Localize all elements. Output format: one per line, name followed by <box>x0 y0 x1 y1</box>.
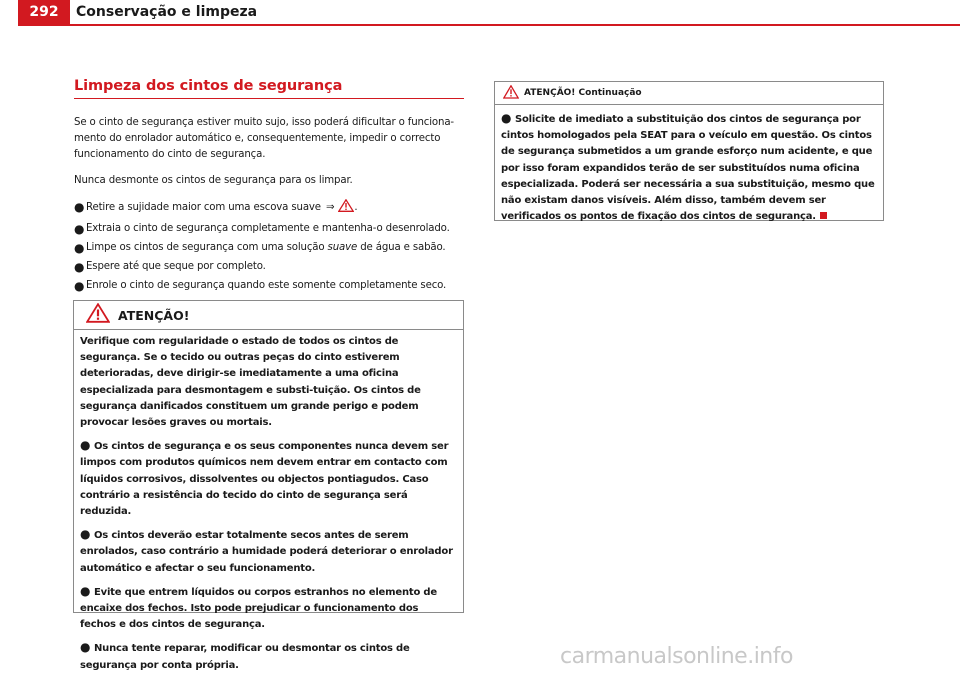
bullet-dot: ● <box>80 527 91 542</box>
warning-continued-body <box>495 105 883 237</box>
warning-header <box>74 301 463 330</box>
warning-list-item <box>501 110 877 225</box>
emphasis-word: suave <box>327 242 358 253</box>
list-item-text-main: Retire a sujidade maior com uma escova suave <box>86 202 321 213</box>
list-item-text-tail: de água e sabão. <box>360 242 446 253</box>
warning-list-item <box>80 437 457 520</box>
bullet-dot: ● <box>74 200 85 214</box>
list-item <box>74 259 464 275</box>
left-column <box>74 78 464 297</box>
warning-triangle-icon <box>338 199 354 218</box>
instruction-paragraph: Nunca desmonte os cintos de segurança para os limpar. <box>74 175 353 186</box>
list-item-text-main: Limpe os cintos de segurança com uma solução <box>86 242 325 253</box>
bullet-dot: ● <box>74 279 85 293</box>
bullet-dot: ● <box>74 241 85 255</box>
warning-list-text: Nunca tente reparar, modificar ou desmontar os cintos de segurança por conta própria. <box>80 643 410 671</box>
warning-list-item <box>80 526 457 577</box>
list-item <box>74 221 464 237</box>
warning-list-text: Solicite de imediato a substituição dos cintos de segurança por cintos homologados pela SEAT para o veículo em questão. Os cintos de segurança submetidos a um grande esforço num acidente, e que por isso foram expandidos terão de ser substituídos numa oficina especializada. Poderá ser necessária a sua substituição, mesmo que não existam danos visíveis. Além disso, também devem ser verificados os pontos de fixação dos cintos de segurança. <box>501 114 875 223</box>
watermark: carmanualsonline.info <box>560 644 793 669</box>
warning-continued-header <box>495 82 883 105</box>
warning-box <box>73 300 464 671</box>
bullet-dot: ● <box>501 111 512 125</box>
list-item-text <box>86 240 464 256</box>
warning-list-item <box>80 639 457 673</box>
warning-list-item <box>80 583 457 634</box>
warning-triangle-icon <box>503 84 519 103</box>
list-item-text: Retire a sujidade maior com uma escova suave ⇒ . <box>86 199 464 218</box>
bullet-dot: ● <box>80 640 91 655</box>
warning-intro: Verifique com regularidade o estado de todos os cintos de segurança. Se o tecido ou outras peças do cinto estiverem deterioradas, deve dirigir-se imediatamente a uma oficina especializada para desmontagem e substi-tuição. Os cintos de segurança danificados constituem um grande perigo e podem provocar lesões graves ou mortais. <box>80 336 421 429</box>
intro-paragraph: Se o cinto de segurança estiver muito sujo, isso poderá dificultar o funciona-mento do enrolador automático e, consequentemente, impedir o correcto funcionamento do cinto de segurança. <box>74 117 454 160</box>
warning-title: ATENÇÃO! <box>118 307 190 323</box>
list-item-text: Extraia o cinto de segurança completamente e mantenha-o desenrolado. <box>86 223 450 234</box>
header-rule <box>18 24 960 26</box>
chapter-title: Conservação e limpeza <box>76 4 258 20</box>
warning-list-text: Os cintos de segurança e os seus componentes nunca devem ser limpos com produtos químicos nem devem entrar em contacto com líquidos corrosivos, dissolventes ou objectos pontiagudos. Caso contrário a resistência do tecido do cinto de segurança será reduzida. <box>80 441 449 518</box>
section-title: Limpeza dos cintos de segurança <box>74 78 464 99</box>
end-of-section-marker <box>820 212 827 219</box>
bullet-dot: ● <box>74 222 85 236</box>
warning-list-text: Os cintos deverão estar totalmente secos antes de serem enrolados, caso contrário a humidade poderá deteriorar o enrolador automático e afectar o seu funcionamento. <box>80 530 453 574</box>
warning-list-text: Evite que entrem líquidos ou corpos estranhos no elemento de encaixe dos fechos. Isto pode prejudicar o funcionamento dos fechos e dos cintos de segurança. <box>80 586 437 631</box>
reference-arrow: ⇒ <box>326 202 335 213</box>
warning-continued-box <box>494 81 884 221</box>
page-number: 292 <box>18 0 70 24</box>
list-item <box>74 240 464 256</box>
bullet-dot: ● <box>74 260 85 274</box>
page-header <box>0 0 960 28</box>
bullet-dot: ● <box>80 583 91 598</box>
list-item-text: Espere até que seque por completo. <box>86 261 266 272</box>
list-item <box>74 278 464 294</box>
warning-triangle-icon <box>86 303 110 327</box>
list-item <box>74 199 464 218</box>
list-item-text: Enrole o cinto de segurança quando este somente completamente seco. <box>86 280 447 291</box>
bullet-dot: ● <box>80 438 91 453</box>
warning-body <box>74 330 463 686</box>
warning-continued-title: ATENÇÃO! Continuação <box>524 88 642 98</box>
